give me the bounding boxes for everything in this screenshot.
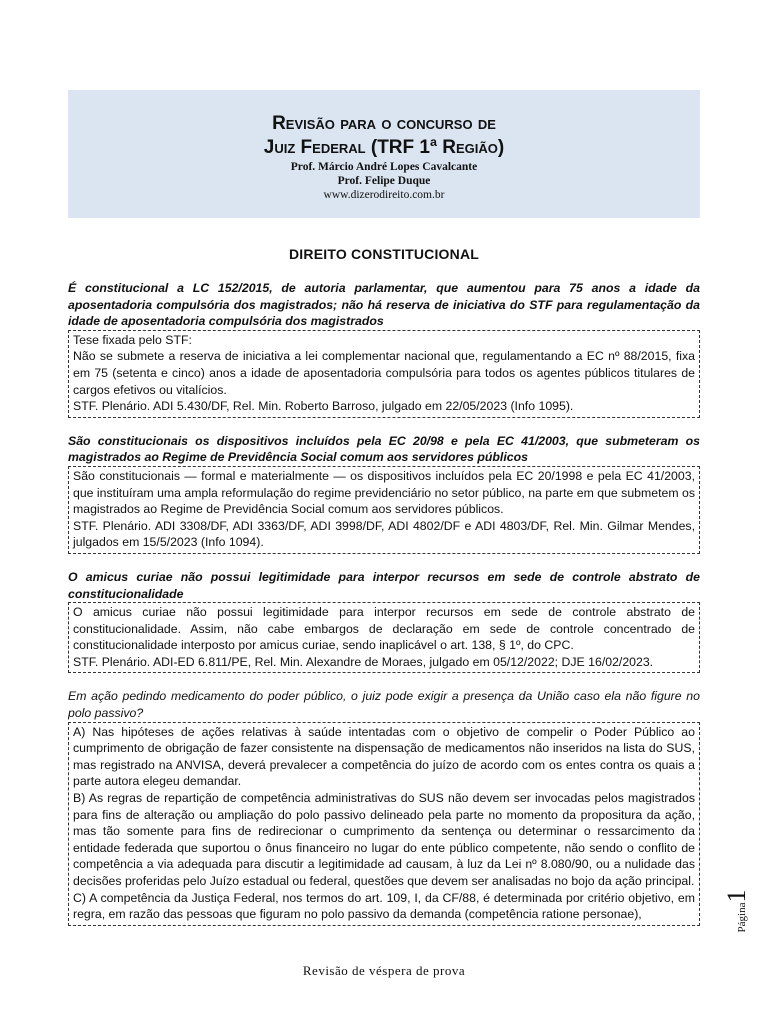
item-question: Em ação pedindo medicamento do poder público, o juiz pode exigir a presença da União caso ela não figure no polo passivo? bbox=[68, 689, 700, 721]
header-author1: Prof. Márcio André Lopes Cavalcante bbox=[290, 161, 478, 173]
main-content bbox=[68, 280, 700, 932]
box-paragraph: O amicus curiae não possui legitimidade para interpor recursos em sede de controle abstrato de constitucionalidade. Assim, não cabe embargos de declaração em sede de controle concentrado de constitucionalidade interposto por amicus curiae, sendo inaplicável o art. 138, § 1º, do CPC. bbox=[73, 605, 695, 653]
box-paragraph: C) A competência da Justiça Federal, nos termos do art. 109, I, da CF/88, é determinada por critério objetivo, em regra, em razão das pessoas que figuram no polo passivo da demanda (competência ratione personae), bbox=[73, 890, 695, 922]
section-title: DIREITO CONSTITUCIONAL bbox=[288, 246, 480, 262]
item-block bbox=[68, 569, 700, 674]
box-paragraph: STF. Plenário. ADI 3308/DF, ADI 3363/DF, ADI 3998/DF, ADI 4802/DF e ADI 4803/DF, Rel. Min. Gilmar Mendes, julgados em 15/5/2023 (Info 1094). bbox=[73, 518, 695, 550]
item-block bbox=[68, 688, 700, 925]
page-number-label bbox=[722, 878, 752, 936]
item-question: O amicus curiae não possui legitimidade para interpor recursos em sede de controle abstrato de constitucionalidade bbox=[68, 569, 700, 601]
item-block bbox=[68, 280, 700, 418]
box-paragraph: Tese fixada pelo STF: bbox=[73, 332, 192, 347]
box-paragraph: São constitucionais — formal e materialmente — os dispositivos incluídos pela EC 20/1998 e pela EC 41/2003, que instituíram uma ampla reformulação do regime previdenciário no setor público, na parte em que submetem os magistrados ao Regime de Previdência Social comum aos servidores públicos. bbox=[73, 468, 695, 517]
box-paragraph: Não se submete a reserva de iniciativa a lei complementar nacional que, regulamentando a EC nº 88/2015, fixa em 75 (setenta e cinco) anos a idade de aposentadoria compulsória para todos os agentes públicos titulares de cargos efetivos ou vitalícios. bbox=[73, 349, 695, 397]
item-box bbox=[68, 602, 700, 673]
box-paragraph: STF. Plenário. ADI 5.430/DF, Rel. Min. Roberto Barroso, julgado em 22/05/2023 (Info 1095). bbox=[73, 399, 574, 414]
page-word: Página bbox=[736, 902, 748, 933]
header-website: www.dizerodireito.com.br bbox=[323, 189, 445, 201]
header-author2: Prof. Felipe Duque bbox=[337, 175, 431, 187]
item-box bbox=[68, 722, 700, 926]
document-header bbox=[68, 90, 700, 218]
item-question: São constitucionais os dispositivos incluídos pela EC 20/98 e pela EC 41/2003, que submeteram os magistrados ao Regime de Previdência Social comum aos servidores públicos bbox=[68, 433, 700, 465]
item-question: É constitucional a LC 152/2015, de autoria parlamentar, que aumentou para 75 anos a idade da aposentadoria compulsória dos magistrados; não há reserva de iniciativa do STF para regulamentação da idade de aposentadoria compulsória dos magistrados bbox=[68, 281, 700, 329]
item-box bbox=[68, 330, 700, 418]
item-box bbox=[68, 466, 700, 554]
page-footer: Revisão de véspera de prova bbox=[302, 963, 466, 978]
page-number: 1 bbox=[722, 889, 751, 903]
box-paragraph: A) Nas hipóteses de ações relativas à saúde intentadas com o objetivo de compelir o Poder Público ao cumprimento de obrigação de fazer consistente na dispensação de medicamentos não inseridos na lista do SUS, mas registrado na ANVISA, deverá prevalecer a competência do juízo de acordo com os entes contra os quais a parte autora elegeu demandar. bbox=[73, 724, 695, 789]
item-block bbox=[68, 433, 700, 554]
header-title-line1: Revisão para o concurso de bbox=[272, 113, 496, 134]
box-paragraph: STF. Plenário. ADI-ED 6.811/PE, Rel. Min. Alexandre de Moraes, julgado em 05/12/2022; DJE 16/02/2023. bbox=[73, 654, 654, 669]
header-title-line2: Juiz Federal (TRF 1ª Região) bbox=[263, 137, 505, 158]
box-paragraph: B) As regras de repartição de competência administrativas do SUS não devem ser invocadas pelos magistrados para fins de alteração ou ampliação do polo passivo delineado pela parte no momento da propositura da ação, mas tão somente para fins de redirecionar o cumprimento da sentença ou determinar o ressarcimento da entidade federada que suportou o ônus financeiro no lugar do ente público competente, não sendo o conflito de competência a via adequada para discutir a legitimidade ad causam, à luz da Lei nº 8.080/90, ou a nulidade das decisões proferidas pelo Juízo estadual ou federal, questões que devem ser analisadas no bojo da ação principal. bbox=[73, 791, 695, 888]
